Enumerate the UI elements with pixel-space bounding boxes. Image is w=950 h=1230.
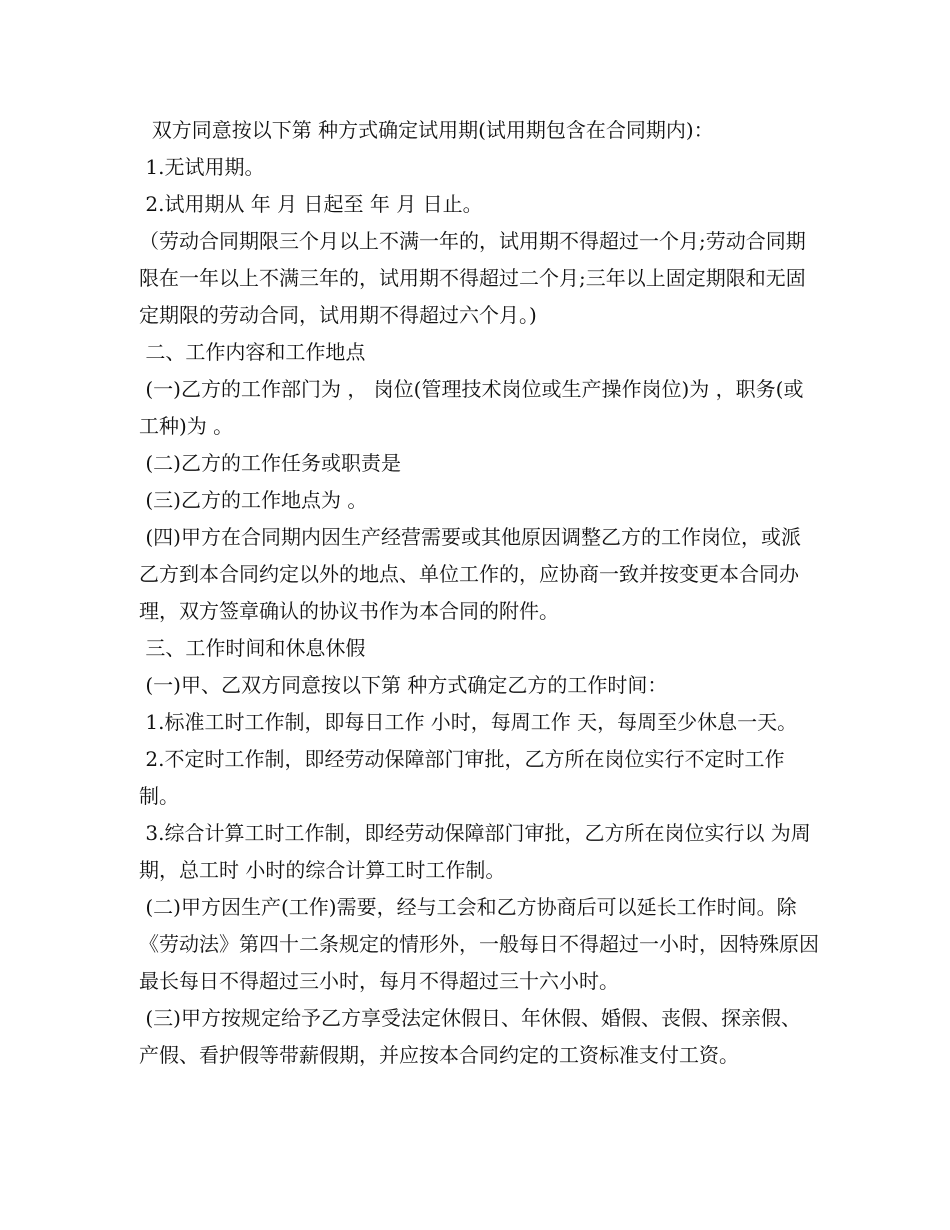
paragraph-work-duties: (二)乙方的工作任务或职责是: [139, 451, 401, 475]
paragraph-probation-period: 2.试用期从 年 月 日起至 年 月 日止。: [139, 192, 483, 216]
paragraph-work-location: (三)乙方的工作地点为 。: [139, 488, 368, 512]
paragraph-comprehensive-hours: 3.综合计算工时工作制，即经劳动保障部门审批，乙方所在岗位实行以 为周期，总工时 小时的综合计算工时工作制。: [139, 821, 811, 882]
section-heading-work-content: 二、工作内容和工作地点: [139, 340, 366, 364]
paragraph-probation-method: 双方同意按以下第 种方式确定试用期(试用期包含在合同期内)：: [139, 118, 714, 142]
paragraph-no-probation: 1.无试用期。: [139, 155, 265, 179]
paragraph-standard-hours: 1.标准工时工作制，即每日工作 小时，每周工作 天，每周至少休息一天。: [139, 710, 798, 734]
paragraph-overtime: (二)甲方因生产(工作)需要，经与工会和乙方协商后可以延长工作时间。除《劳动法》第四十二条规定的情形外，一般每日不得超过一小时，因特殊原因最长每日不得超过三小时，每月不得超过三十六小时。: [139, 895, 819, 993]
paragraph-paid-leave: (三)甲方按规定给予乙方享受法定休假日、年休假、婚假、丧假、探亲假、产假、看护假等带薪假期，并应按本合同约定的工资标准支付工资。: [139, 1006, 801, 1067]
paragraph-work-department: (一)乙方的工作部门为 ， 岗位(管理技术岗位或生产操作岗位)为 ，职务(或工种)为 。: [139, 377, 804, 438]
section-heading-work-hours: 三、工作时间和休息休假: [139, 636, 366, 660]
paragraph-probation-limits: （劳动合同期限三个月以上不满一年的，试用期不得超过一个月;劳动合同期限在一年以上不满三年的，试用期不得超过二个月;三年以上固定期限和无固定期限的劳动合同，试用期不得超过六个月。): [139, 229, 806, 327]
contract-text: [139, 112, 819, 1074]
paragraph-work-time-method: (一)甲、乙双方同意按以下第 种方式确定乙方的工作时间：: [139, 673, 668, 697]
paragraph-flexible-hours: 2.不定时工作制，即经劳动保障部门审批，乙方所在岗位实行不定时工作制。: [139, 747, 785, 808]
paragraph-position-adjustment: (四)甲方在合同期内因生产经营需要或其他原因调整乙方的工作岗位，或派乙方到本合同约定以外的地点、单位工作的，应协商一致并按变更本合同办理，双方签章确认的协议书作为本合同的附件。: [139, 525, 801, 623]
